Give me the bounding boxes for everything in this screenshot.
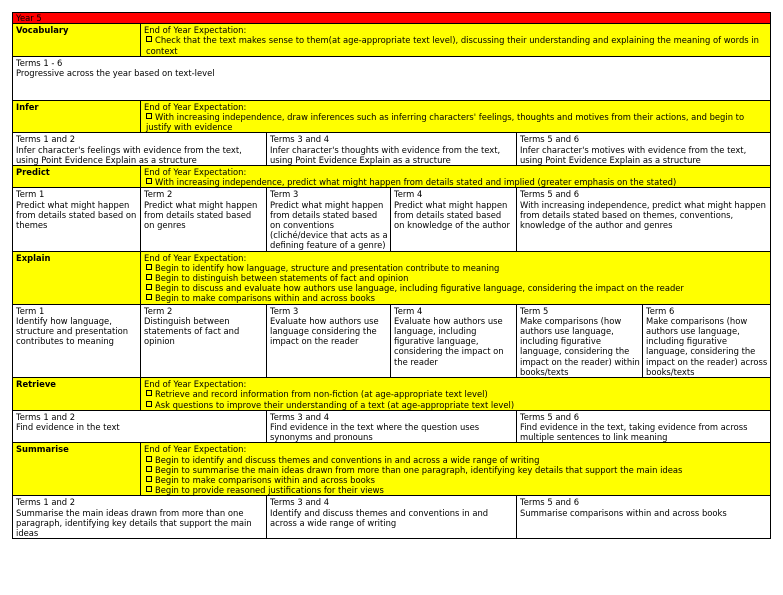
expectation-bullet: Begin to discuss and evaluate how authors use language, including figurative language, considering the impact on the reader [144, 283, 768, 293]
term-cell [13, 56, 771, 100]
summarise-terms-row [13, 496, 771, 539]
summarise-header-row [13, 443, 771, 496]
term-label: Term 4 [394, 189, 423, 200]
term-label: Terms 5 and 6 [520, 497, 580, 508]
checkbox-bullet-icon [146, 476, 152, 482]
expectation-label: End of Year Expectation: [144, 167, 247, 178]
predict-header-row [13, 166, 771, 188]
vocabulary-expectation [141, 24, 771, 57]
term-cell [517, 496, 771, 539]
term-label: Terms 3 and 4 [270, 497, 330, 508]
term-label: Terms 1 and 2 [16, 411, 76, 422]
term-text: With increasing independence, predict what might happen from details stated based on themes, conventions, knowledge of the author and genres [520, 199, 766, 231]
term-label: Terms 1 and 2 [16, 497, 76, 508]
term-cell [391, 304, 517, 377]
explain-terms-row [13, 304, 771, 377]
checkbox-bullet-icon [146, 113, 152, 119]
expectation-label: End of Year Expectation: [144, 101, 247, 112]
summarise-heading: Summarise [13, 443, 141, 496]
term-label: Terms 1 - 6 [16, 57, 63, 68]
term-text: Predict what might happen from details stated based on conventions (cliché/device that acts as a defining feature of a genre) [270, 199, 388, 251]
term-cell [517, 410, 771, 443]
term-label: Term 3 [270, 189, 299, 200]
predict-expectation [141, 166, 771, 188]
term-label: Terms 3 and 4 [270, 411, 330, 422]
term-cell [13, 133, 267, 166]
checkbox-bullet-icon [146, 264, 152, 270]
reading-curriculum-sheet [12, 12, 770, 539]
term-text: Summarise comparisons within and across books [520, 507, 727, 518]
checkbox-bullet-icon [146, 274, 152, 280]
term-cell [267, 304, 391, 377]
expectation-bullet: Check that the text makes sense to them(at age-appropriate text level), discussing their understanding and explaining the meaning of words in context [146, 35, 759, 56]
summarise-expectation [141, 443, 771, 496]
retrieve-heading: Retrieve [13, 378, 141, 411]
predict-heading: Predict [13, 166, 141, 188]
expectation-label: End of Year Expectation: [144, 444, 247, 455]
checkbox-bullet-icon [146, 178, 152, 184]
term-label: Terms 1 and 2 [16, 134, 76, 145]
infer-terms-row [13, 133, 771, 166]
term-cell [267, 496, 517, 539]
year-title: Year 5 [13, 13, 771, 24]
vocabulary-heading: Vocabulary [13, 24, 141, 57]
checkbox-bullet-icon [146, 294, 152, 300]
expectation-label: End of Year Expectation: [144, 25, 247, 36]
year5-reading-table [12, 12, 771, 539]
expectation-bullet: Begin to make comparisons within and across books [144, 475, 768, 485]
year-title-row [13, 13, 771, 24]
term-label: Terms 3 and 4 [270, 134, 330, 145]
expectation-label: End of Year Expectation: [144, 379, 247, 390]
term-label: Terms 5 and 6 [520, 134, 580, 145]
explain-heading: Explain [13, 251, 141, 304]
predict-terms-row [13, 188, 771, 251]
term-text: Evaluate how authors use language, including figurative language, considering the impact on the reader [394, 315, 504, 367]
expectation-bullet: Begin to make comparisons within and across books [144, 293, 768, 303]
term-text: Predict what might happen from details stated based on knowledge of the author [394, 199, 510, 231]
checkbox-bullet-icon [146, 456, 152, 462]
checkbox-bullet-icon [146, 284, 152, 290]
expectation-bullet: Ask questions to improve their understanding of a text (at age-appropriate text level) [144, 400, 768, 410]
term-cell [13, 188, 141, 251]
term-text: Find evidence in the text where the question uses synonyms and pronouns [270, 421, 480, 443]
term-text: Evaluate how authors use language considering the impact on the reader [270, 315, 379, 347]
expectation-bullet: With increasing independence, predict what might happen from details stated and implied (greater emphasis on the stated) [144, 177, 768, 187]
retrieve-header-row [13, 378, 771, 411]
term-label: Term 5 [520, 305, 549, 316]
term-cell [13, 304, 141, 377]
vocabulary-header-row [13, 24, 771, 57]
term-text: Distinguish between statements of fact and opinion [144, 315, 240, 347]
term-label: Term 2 [144, 305, 173, 316]
expectation-bullet: Begin to distinguish between statements of fact and opinion [144, 273, 768, 283]
expectation-bullet: With increasing independence, draw inferences such as inferring characters' feelings, thoughts and motives from their actions, and begin to justify with evidence [146, 112, 745, 133]
expectation-bullet: Begin to identify and discuss themes and conventions in and across a wide range of writing [144, 455, 768, 465]
expectation-bullet: Begin to provide reasoned justifications for their views [144, 485, 768, 495]
term-text: Identify and discuss themes and conventions in and across a wide range of writing [270, 507, 489, 528]
retrieve-terms-row [13, 410, 771, 443]
vocabulary-terms-row [13, 56, 771, 100]
term-text: Predict what might happen from details stated based on genres [144, 199, 258, 231]
term-cell [267, 188, 391, 251]
explain-expectation [141, 251, 771, 304]
term-label: Terms 5 and 6 [520, 189, 580, 200]
checkbox-bullet-icon [146, 36, 152, 42]
term-text: Summarise the main ideas drawn from more than one paragraph, identifying key details that support the main ideas [16, 507, 252, 538]
term-cell [391, 188, 517, 251]
term-text: Progressive across the year based on text-level [16, 68, 215, 79]
term-label: Term 6 [646, 305, 675, 316]
term-text: Infer character's feelings with evidence from the text, using Point Evidence Explain as a structure [16, 144, 242, 165]
infer-expectation [141, 100, 771, 133]
term-cell [13, 410, 267, 443]
term-cell [267, 410, 517, 443]
term-cell [517, 188, 771, 251]
checkbox-bullet-icon [146, 390, 152, 396]
checkbox-bullet-icon [146, 401, 152, 407]
term-label: Term 3 [270, 305, 299, 316]
term-cell [517, 133, 771, 166]
expectation-label: End of Year Expectation: [144, 252, 247, 263]
checkbox-bullet-icon [146, 466, 152, 472]
term-text: Make comparisons (how authors use language, including figurative language, considering the impact on the reader) across books/texts [646, 315, 768, 377]
explain-header-row [13, 251, 771, 304]
term-text: Find evidence in the text [16, 421, 120, 432]
term-text: Infer character's thoughts with evidence from the text, using Point Evidence Explain as a structure [270, 144, 501, 165]
term-label: Term 1 [16, 305, 45, 316]
expectation-bullet: Begin to summarise the main ideas drawn from more than one paragraph, identifying key details that support the main ideas [144, 465, 768, 475]
term-cell [13, 496, 267, 539]
term-label: Term 1 [16, 189, 45, 200]
expectation-bullet: Retrieve and record information from non-fiction (at age-appropriate text level) [144, 389, 768, 399]
term-text: Find evidence in the text, taking evidence from across multiple sentences to link meaning [520, 421, 748, 443]
term-cell [267, 133, 517, 166]
expectation-bullet: Begin to identify how language, structure and presentation contribute to meaning [144, 263, 768, 273]
checkbox-bullet-icon [146, 486, 152, 492]
term-label: Term 4 [394, 305, 423, 316]
term-label: Terms 5 and 6 [520, 411, 580, 422]
infer-heading: Infer [13, 100, 141, 133]
term-cell [517, 304, 643, 377]
infer-header-row [13, 100, 771, 133]
term-cell [141, 304, 267, 377]
term-text: Make comparisons (how authors use language, including figurative language, considering the impact on the reader) within books/texts [520, 315, 640, 377]
term-text: Predict what might happen from details stated based on themes [16, 199, 137, 231]
retrieve-expectation [141, 378, 771, 411]
term-cell [141, 188, 267, 251]
term-text: Identify how language, structure and presentation contributes to meaning [16, 315, 129, 347]
term-cell [643, 304, 771, 377]
term-text: Infer character's motives with evidence from the text, using Point Evidence Explain as a structure [520, 144, 747, 165]
term-label: Term 2 [144, 189, 173, 200]
